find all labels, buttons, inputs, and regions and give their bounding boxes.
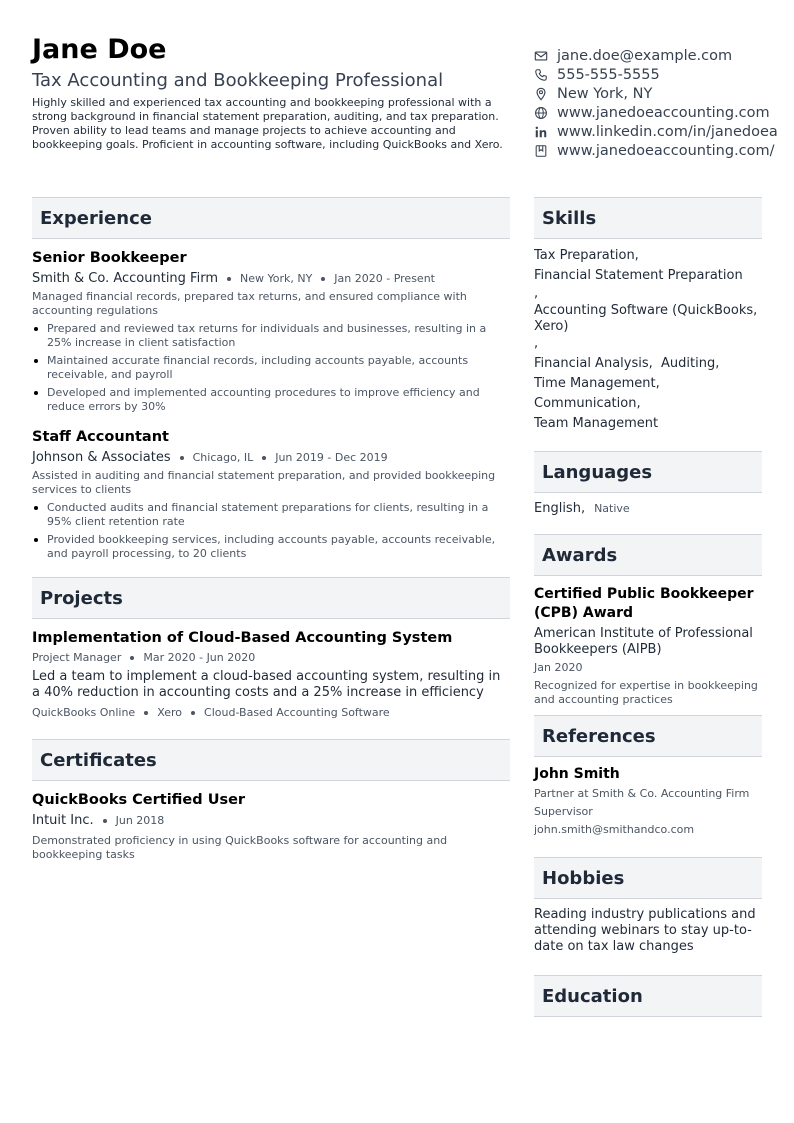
job-description: Assisted in auditing and financial statement preparation, and provided bookkeeping services to clients [32, 469, 496, 496]
separator-dot [103, 819, 107, 823]
contact-location [534, 84, 794, 103]
bookmark-icon [534, 144, 548, 158]
portfolio-text: www.janedoeaccounting.com/ [557, 142, 775, 159]
certificate-title: QuickBooks Certified User [32, 792, 246, 808]
phone-text: 555-555-5555 [557, 66, 660, 83]
education-header [534, 975, 762, 1017]
certificate-date: Jun 2018 [115, 814, 165, 827]
award-title: Certified Public Bookkeeper (CPB) Award [534, 586, 754, 621]
project-tools [32, 706, 510, 719]
project-meta [32, 651, 510, 664]
job-dates: Jan 2020 - Present [334, 272, 435, 285]
contact-list [534, 46, 794, 160]
job-meta [32, 271, 510, 286]
hobbies-header [534, 857, 762, 899]
award-description: Recognized for expertise in bookkeeping and accounting practices [534, 679, 758, 706]
experience-header [32, 197, 510, 239]
tool-item: Cloud-Based Accounting Software [204, 706, 390, 719]
references-header [534, 715, 762, 757]
language-level: Native [594, 502, 630, 515]
section-title: Education [542, 985, 643, 1007]
skill-item: Financial Statement Preparation [534, 268, 743, 283]
certificate-description: Demonstrated proficiency in using QuickBooks software for accounting and bookkeeping tasks [32, 834, 448, 861]
project-description: Led a team to implement a cloud-based accounting system, resulting in a 40% reduction in accounting costs and a 25% increase in efficiency [32, 669, 501, 700]
projects-header [32, 577, 510, 619]
phone-icon [534, 68, 548, 82]
bullet-item: Provided bookkeeping services, including accounts payable, accounts receivable, and payroll processing, to 20 clients [32, 533, 510, 561]
project-title: Implementation of Cloud-Based Accounting System [32, 630, 453, 646]
globe-icon [534, 106, 548, 120]
email-text: jane.doe@example.com [557, 47, 733, 64]
section-title: Projects [40, 587, 123, 609]
awards-header [534, 534, 762, 576]
bullet-item: Maintained accurate financial records, including accounts payable, accounts receivable, and payroll [32, 354, 510, 382]
section-title: Awards [542, 544, 618, 566]
bullet-item: Conducted audits and financial statement preparations for clients, resulting in a 95% client retention rate [32, 501, 510, 529]
certificates-header [32, 739, 510, 781]
sidebar-column [534, 197, 762, 1017]
skill-item: Accounting Software (QuickBooks, Xero) [534, 303, 758, 334]
linkedin-text: www.linkedin.com/in/janedoea [557, 123, 778, 140]
tool-item: Xero [157, 706, 183, 719]
experience-item [32, 249, 510, 414]
skills-list [534, 247, 762, 433]
company-name: Johnson & Associates [32, 450, 171, 465]
contact-linkedin[interactable] [534, 122, 794, 141]
skill-item: Communication, [534, 396, 641, 411]
main-column [32, 197, 510, 862]
candidate-name: Jane Doe [32, 34, 167, 65]
certificate-meta [32, 813, 510, 828]
location-text: New York, NY [557, 85, 653, 102]
job-title: Tax Accounting and Bookkeeping Professional [32, 70, 444, 91]
separator-dot [144, 711, 148, 715]
separator-dot [227, 277, 231, 281]
location-pin-icon [534, 87, 548, 101]
skill-item: Tax Preparation, [534, 248, 639, 263]
skill-separator: , [534, 336, 539, 351]
bullet-item: Prepared and reviewed tax returns for individuals and businesses, resulting in a 25% increase in client satisfaction [32, 322, 510, 350]
reference-relation: Supervisor [534, 805, 593, 818]
summary: Highly skilled and experienced tax accounting and bookkeeping professional with a strong background in financial statement preparation, auditing, and tax preparation. Proven ability to lead teams and manage projects to achieve accounting and bookkeeping goals. Proficient in accounting software, including QuickBooks and Xero. [32, 96, 503, 151]
skill-item: Team Management [534, 416, 659, 431]
separator-dot [180, 456, 184, 460]
section-title: Certificates [40, 749, 157, 771]
reference-item [534, 765, 762, 837]
website-text: www.janedoeaccounting.com [557, 104, 770, 121]
job-bullets [32, 501, 510, 561]
project-role: Project Manager [32, 651, 122, 664]
reference-position: Partner at Smith & Co. Accounting Firm [534, 787, 750, 800]
contact-portfolio[interactable] [534, 141, 794, 160]
tool-item: QuickBooks Online [32, 706, 136, 719]
language-item [534, 501, 762, 516]
separator-dot [321, 277, 325, 281]
skill-separator: , [534, 286, 539, 301]
languages-header [534, 451, 762, 493]
certificate-issuer: Intuit Inc. [32, 813, 94, 828]
job-description: Managed financial records, prepared tax returns, and ensured compliance with accounting regulations [32, 290, 467, 317]
award-date: Jan 2020 [534, 661, 583, 674]
separator-dot [191, 711, 195, 715]
section-title: Skills [542, 207, 597, 229]
section-title: References [542, 725, 656, 747]
job-location: New York, NY [239, 272, 313, 285]
skill-item: Time Management, [534, 376, 660, 391]
separator-dot [130, 656, 134, 660]
job-dates: Jun 2019 - Dec 2019 [275, 451, 388, 464]
skills-header [534, 197, 762, 239]
resume-header [32, 33, 512, 152]
language-name: English, [534, 501, 586, 516]
separator-dot [262, 456, 266, 460]
section-title: Languages [542, 461, 653, 483]
mail-icon [534, 49, 548, 63]
project-item [32, 629, 510, 719]
project-dates: Mar 2020 - Jun 2020 [143, 651, 256, 664]
hobby-item: Reading industry publications and attending webinars to stay up-to-date on tax law changes [534, 907, 756, 954]
experience-item [32, 428, 510, 561]
job-bullets [32, 322, 510, 414]
linkedin-icon [534, 125, 548, 139]
contact-website[interactable] [534, 103, 794, 122]
contact-phone[interactable] [534, 65, 794, 84]
reference-email[interactable]: john.smith@smithandco.com [534, 823, 695, 836]
job-position: Senior Bookkeeper [32, 250, 187, 266]
skill-item: Financial Analysis, Auditing, [534, 356, 720, 371]
job-location: Chicago, IL [192, 451, 254, 464]
job-meta [32, 450, 510, 465]
section-title: Experience [40, 207, 152, 229]
certificate-item [32, 791, 510, 862]
reference-name: John Smith [534, 766, 620, 782]
job-position: Staff Accountant [32, 429, 169, 445]
award-organization: American Institute of Professional Bookkeepers (AIPB) [534, 626, 753, 657]
section-title: Hobbies [542, 867, 625, 889]
award-item [534, 585, 762, 707]
contact-email[interactable] [534, 46, 794, 65]
company-name: Smith & Co. Accounting Firm [32, 271, 218, 286]
bullet-item: Developed and implemented accounting procedures to improve efficiency and reduce errors by 30% [32, 386, 510, 414]
